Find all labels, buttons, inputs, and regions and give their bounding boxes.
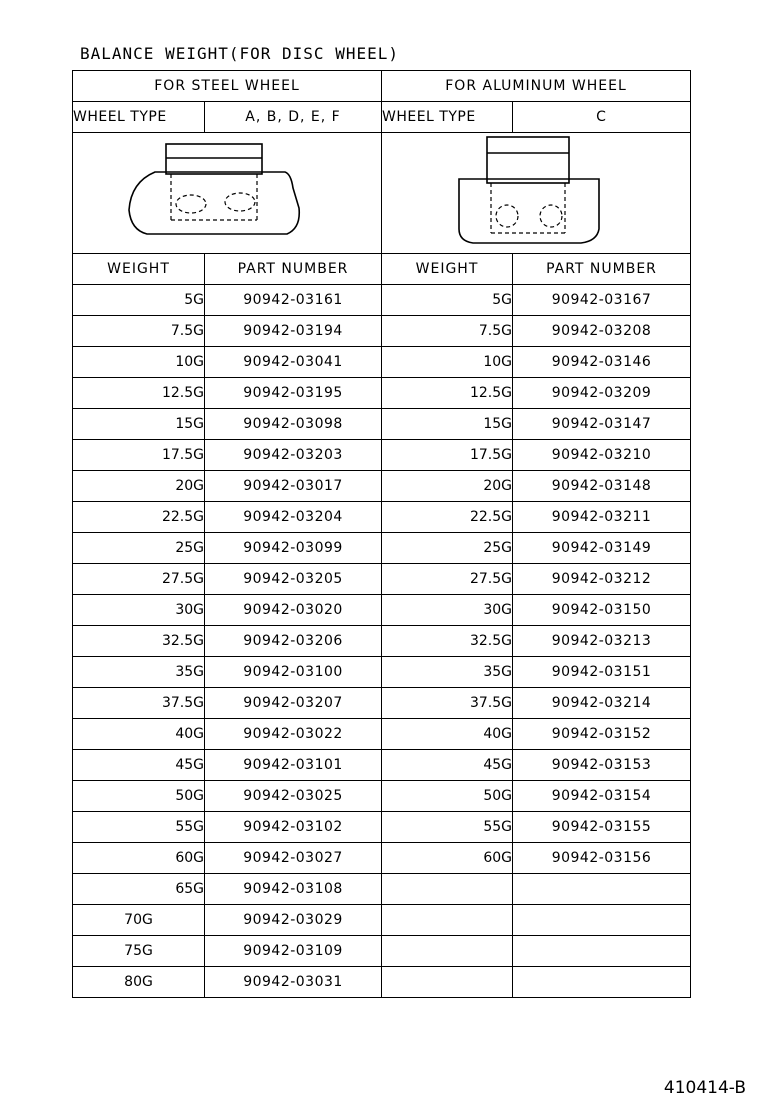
table-row [73, 657, 691, 688]
steel-weight-cell: 10G [73, 347, 205, 378]
aluminum-part-number-cell: 90942-03210 [513, 440, 691, 471]
steel-weight-illustration-cell [73, 133, 382, 254]
aluminum-weight-cell: 55G [382, 812, 513, 843]
table-row [73, 502, 691, 533]
table-row [73, 316, 691, 347]
table-row [73, 781, 691, 812]
aluminum-weight-cell: 27.5G [382, 564, 513, 595]
aluminum-part-number-cell: 90942-03146 [513, 347, 691, 378]
column-header-row [73, 254, 691, 285]
aluminum-part-number-cell: 90942-03208 [513, 316, 691, 347]
steel-part-number-cell: 90942-03100 [205, 657, 382, 688]
steel-weight-cell: 5G [73, 285, 205, 316]
steel-part-number-cell: 90942-03109 [205, 936, 382, 967]
steel-part-number-cell: 90942-03194 [205, 316, 382, 347]
table-row [73, 285, 691, 316]
balance-weight-table [72, 70, 691, 998]
steel-part-number-cell: 90942-03017 [205, 471, 382, 502]
steel-weight-cell: 45G [73, 750, 205, 781]
aluminum-part-number-cell [513, 936, 691, 967]
steel-part-number-cell: 90942-03205 [205, 564, 382, 595]
steel-weight-cell: 20G [73, 471, 205, 502]
table-row [73, 750, 691, 781]
steel-weight-cell: 40G [73, 719, 205, 750]
steel-part-number-cell: 90942-03204 [205, 502, 382, 533]
aluminum-weight-illustration-cell [382, 133, 691, 254]
steel-weight-cell: 27.5G [73, 564, 205, 595]
aluminum-part-number-cell: 90942-03214 [513, 688, 691, 719]
table-row [73, 409, 691, 440]
wheel-type-row [73, 102, 691, 133]
steel-part-number-cell: 90942-03031 [205, 967, 382, 998]
steel-weight-cell: 12.5G [73, 378, 205, 409]
table-row [73, 533, 691, 564]
aluminum-part-number-cell: 90942-03147 [513, 409, 691, 440]
aluminum-part-number-cell [513, 967, 691, 998]
steel-weight-cell: 32.5G [73, 626, 205, 657]
table-row [73, 843, 691, 874]
aluminum-part-number-cell [513, 905, 691, 936]
aluminum-wheel-type-value: C [513, 102, 691, 133]
steel-wheel-header: FOR STEEL WHEEL [73, 71, 382, 102]
aluminum-part-number-cell: 90942-03149 [513, 533, 691, 564]
illustration-row [73, 133, 691, 254]
steel-weight-cell: 17.5G [73, 440, 205, 471]
aluminum-part-number-cell [513, 874, 691, 905]
steel-weight-column-header: WEIGHT [73, 254, 205, 285]
aluminum-part-number-cell: 90942-03154 [513, 781, 691, 812]
table-row [73, 719, 691, 750]
aluminum-weight-cell: 22.5G [382, 502, 513, 533]
steel-part-number-cell: 90942-03099 [205, 533, 382, 564]
steel-part-number-cell: 90942-03022 [205, 719, 382, 750]
aluminum-weight-cell: 50G [382, 781, 513, 812]
aluminum-weight-cell [382, 936, 513, 967]
aluminum-weight-cell: 10G [382, 347, 513, 378]
steel-weight-drawing [127, 138, 327, 248]
table-row [73, 626, 691, 657]
steel-weight-cell: 60G [73, 843, 205, 874]
steel-weight-cell: 65G [73, 874, 205, 905]
aluminum-weight-cell: 20G [382, 471, 513, 502]
aluminum-weight-cell: 40G [382, 719, 513, 750]
aluminum-weight-cell: 45G [382, 750, 513, 781]
steel-weight-cell: 70G [73, 905, 205, 936]
steel-weight-cell: 7.5G [73, 316, 205, 347]
steel-wheel-type-value: A, B, D, E, F [205, 102, 382, 133]
aluminum-part-number-column-header: PART NUMBER [513, 254, 691, 285]
aluminum-weight-cell: 7.5G [382, 316, 513, 347]
table-row [73, 471, 691, 502]
aluminum-weight-cell: 5G [382, 285, 513, 316]
aluminum-weight-cell: 25G [382, 533, 513, 564]
aluminum-part-number-cell: 90942-03209 [513, 378, 691, 409]
aluminum-weight-cell: 37.5G [382, 688, 513, 719]
steel-weight-cell: 37.5G [73, 688, 205, 719]
steel-part-number-cell: 90942-03161 [205, 285, 382, 316]
aluminum-part-number-cell: 90942-03213 [513, 626, 691, 657]
aluminum-weight-cell [382, 967, 513, 998]
aluminum-part-number-cell: 90942-03150 [513, 595, 691, 626]
aluminum-part-number-cell: 90942-03155 [513, 812, 691, 843]
aluminum-weight-cell: 12.5G [382, 378, 513, 409]
steel-wheel-type-label: WHEEL TYPE [73, 102, 205, 133]
steel-part-number-cell: 90942-03195 [205, 378, 382, 409]
table-row [73, 595, 691, 626]
steel-part-number-cell: 90942-03025 [205, 781, 382, 812]
aluminum-part-number-cell: 90942-03211 [513, 502, 691, 533]
aluminum-part-number-cell: 90942-03152 [513, 719, 691, 750]
steel-weight-cell: 50G [73, 781, 205, 812]
aluminum-wheel-header: FOR ALUMINUM WHEEL [382, 71, 691, 102]
table-row [73, 688, 691, 719]
aluminum-weight-cell: 30G [382, 595, 513, 626]
aluminum-weight-cell: 35G [382, 657, 513, 688]
aluminum-weight-column-header: WEIGHT [382, 254, 513, 285]
steel-part-number-column-header: PART NUMBER [205, 254, 382, 285]
aluminum-part-number-cell: 90942-03151 [513, 657, 691, 688]
aluminum-weight-cell: 60G [382, 843, 513, 874]
steel-weight-cell: 22.5G [73, 502, 205, 533]
table-row [73, 378, 691, 409]
steel-weight-cell: 25G [73, 533, 205, 564]
steel-weight-cell: 35G [73, 657, 205, 688]
table-row [73, 812, 691, 843]
aluminum-wheel-type-label: WHEEL TYPE [382, 102, 513, 133]
steel-part-number-cell: 90942-03207 [205, 688, 382, 719]
section-header-row [73, 71, 691, 102]
steel-weight-cell: 15G [73, 409, 205, 440]
steel-part-number-cell: 90942-03098 [205, 409, 382, 440]
steel-part-number-cell: 90942-03027 [205, 843, 382, 874]
table-row [73, 936, 691, 967]
aluminum-part-number-cell: 90942-03153 [513, 750, 691, 781]
table-row [73, 905, 691, 936]
steel-part-number-cell: 90942-03203 [205, 440, 382, 471]
aluminum-weight-cell: 15G [382, 409, 513, 440]
aluminum-weight-cell: 17.5G [382, 440, 513, 471]
aluminum-weight-cell [382, 905, 513, 936]
aluminum-part-number-cell: 90942-03148 [513, 471, 691, 502]
aluminum-weight-cell [382, 874, 513, 905]
steel-part-number-cell: 90942-03206 [205, 626, 382, 657]
steel-weight-cell: 30G [73, 595, 205, 626]
steel-weight-cell: 75G [73, 936, 205, 967]
table-row [73, 967, 691, 998]
steel-weight-cell: 55G [73, 812, 205, 843]
steel-part-number-cell: 90942-03020 [205, 595, 382, 626]
steel-part-number-cell: 90942-03029 [205, 905, 382, 936]
steel-part-number-cell: 90942-03108 [205, 874, 382, 905]
page-title: BALANCE WEIGHT(FOR DISC WHEEL) [80, 44, 399, 63]
table-row [73, 564, 691, 595]
aluminum-part-number-cell: 90942-03156 [513, 843, 691, 874]
document-id: 410414-B [663, 1078, 746, 1098]
steel-part-number-cell: 90942-03102 [205, 812, 382, 843]
steel-part-number-cell: 90942-03101 [205, 750, 382, 781]
aluminum-weight-drawing [451, 133, 621, 253]
table-row [73, 347, 691, 378]
table-row [73, 874, 691, 905]
steel-weight-cell: 80G [73, 967, 205, 998]
aluminum-part-number-cell: 90942-03212 [513, 564, 691, 595]
aluminum-part-number-cell: 90942-03167 [513, 285, 691, 316]
table-row [73, 440, 691, 471]
aluminum-weight-cell: 32.5G [382, 626, 513, 657]
steel-part-number-cell: 90942-03041 [205, 347, 382, 378]
